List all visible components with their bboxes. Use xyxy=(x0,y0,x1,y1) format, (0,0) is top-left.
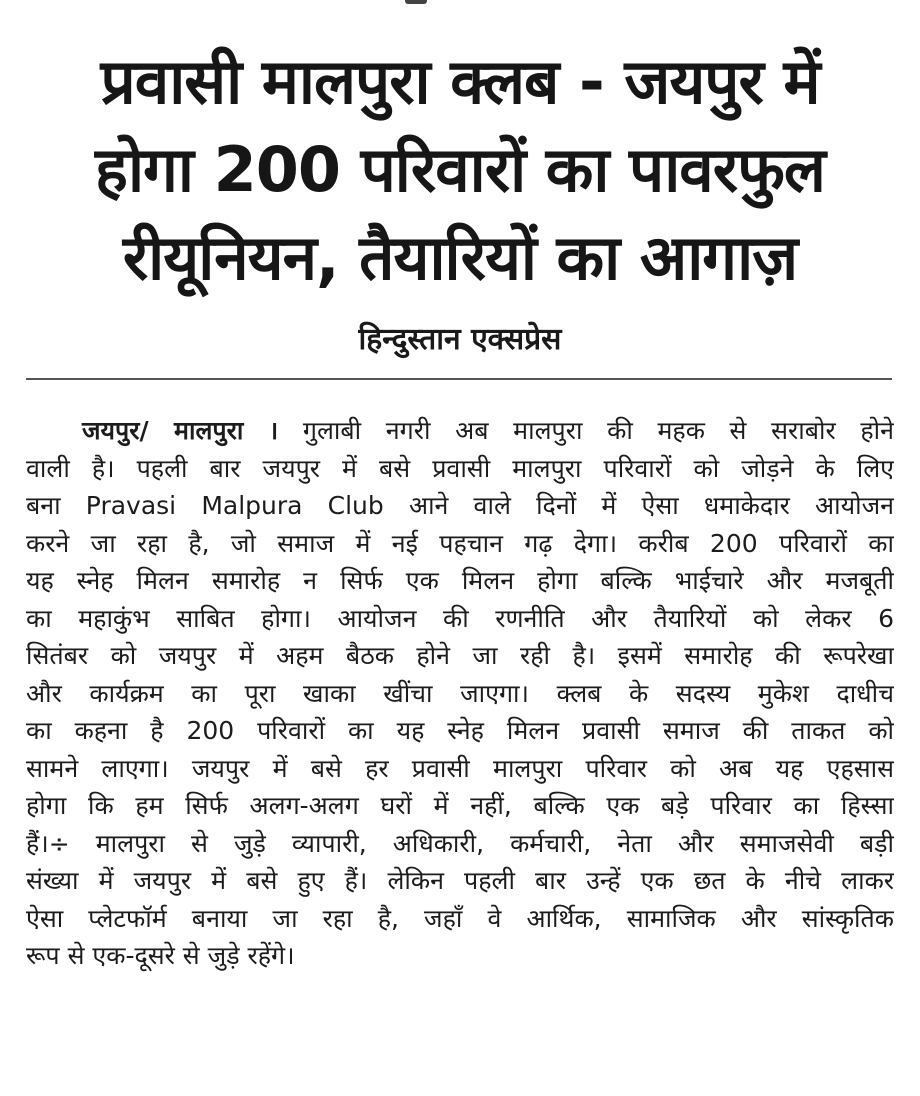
article-headline xyxy=(30,38,890,302)
headline-line: प्रवासी मालपुरा क्लब - जयपुर में xyxy=(100,45,820,118)
article-dateline: जयपुर/ मालपुरा । xyxy=(82,416,279,445)
body-line: बना Pravasi Malpura Club आने वाले दिनों में ऐसा धमाकेदार आयोजन xyxy=(26,491,894,520)
body-line: संख्या में जयपुर में बसे हुए हैं। लेकिन पहली बार उन्हें एक छत के नीचे लाकर xyxy=(26,866,894,895)
page-edge-mark xyxy=(405,0,427,4)
body-line: और कार्यक्रम का पूरा खाका खींचा जाएगा। क्लब के सदस्य मुकेश दाधीच xyxy=(26,678,894,708)
body-line: वाली है। पहली बार जयपुर में बसे प्रवासी मालपुरा परिवारों को जोड़ने के लिए xyxy=(26,453,894,483)
body-line: हैं।÷ मालपुरा से जुड़े व्यापारी, अधिकारी, कर्मचारी, नेता और समाजसेवी बड़ी xyxy=(26,828,894,858)
body-line: ऐसा प्लेटफॉर्म बनाया जा रहा है, जहाँ वे आर्थिक, सामाजिक और सांस्कृतिक xyxy=(26,903,894,933)
article-body xyxy=(26,412,894,975)
article-byline: हिन्दुस्तान एक्सप्रेस xyxy=(358,322,562,357)
body-line: का कहना है 200 परिवारों का यह स्नेह मिलन प्रवासी समाज की ताकत को xyxy=(26,716,894,745)
headline-line: होगा 200 परिवारों का पावरफुल xyxy=(95,133,825,206)
headline-line: रीयूनियन, तैयारियों का आगाज़ xyxy=(122,221,798,294)
body-line: सितंबर को जयपुर में अहम बैठक होने जा रही है। इसमें समारोह की रूपरेखा xyxy=(26,641,894,670)
body-line: यह स्नेह मिलन समारोह न सिर्फ एक मिलन होगा बल्कि भाईचारे और मजबूती xyxy=(26,566,894,595)
body-line: सामने लाएगा। जयपुर में बसे हर प्रवासी मालपुरा परिवार को अब यह एहसास xyxy=(26,753,894,783)
body-line: होगा कि हम सिर्फ अलग-अलग घरों में नहीं, बल्कि एक बड़े परिवार का हिस्सा xyxy=(26,791,894,820)
body-line: करने जा रहा है, जो समाज में नई पहचान गढ़ देगा। करीब 200 परिवारों का xyxy=(26,528,894,558)
body-line-text: गुलाबी नगरी अब मालपुरा की महक से सराबोर होने xyxy=(278,416,894,445)
body-line: का महाकुंभ साबित होगा। आयोजन की रणनीति और तैयारियों को लेकर 6 xyxy=(26,603,894,633)
byline-divider xyxy=(26,378,892,380)
body-line: रूप से एक-दूसरे से जुड़े रहेंगे। xyxy=(26,941,295,970)
body-line xyxy=(26,412,894,450)
